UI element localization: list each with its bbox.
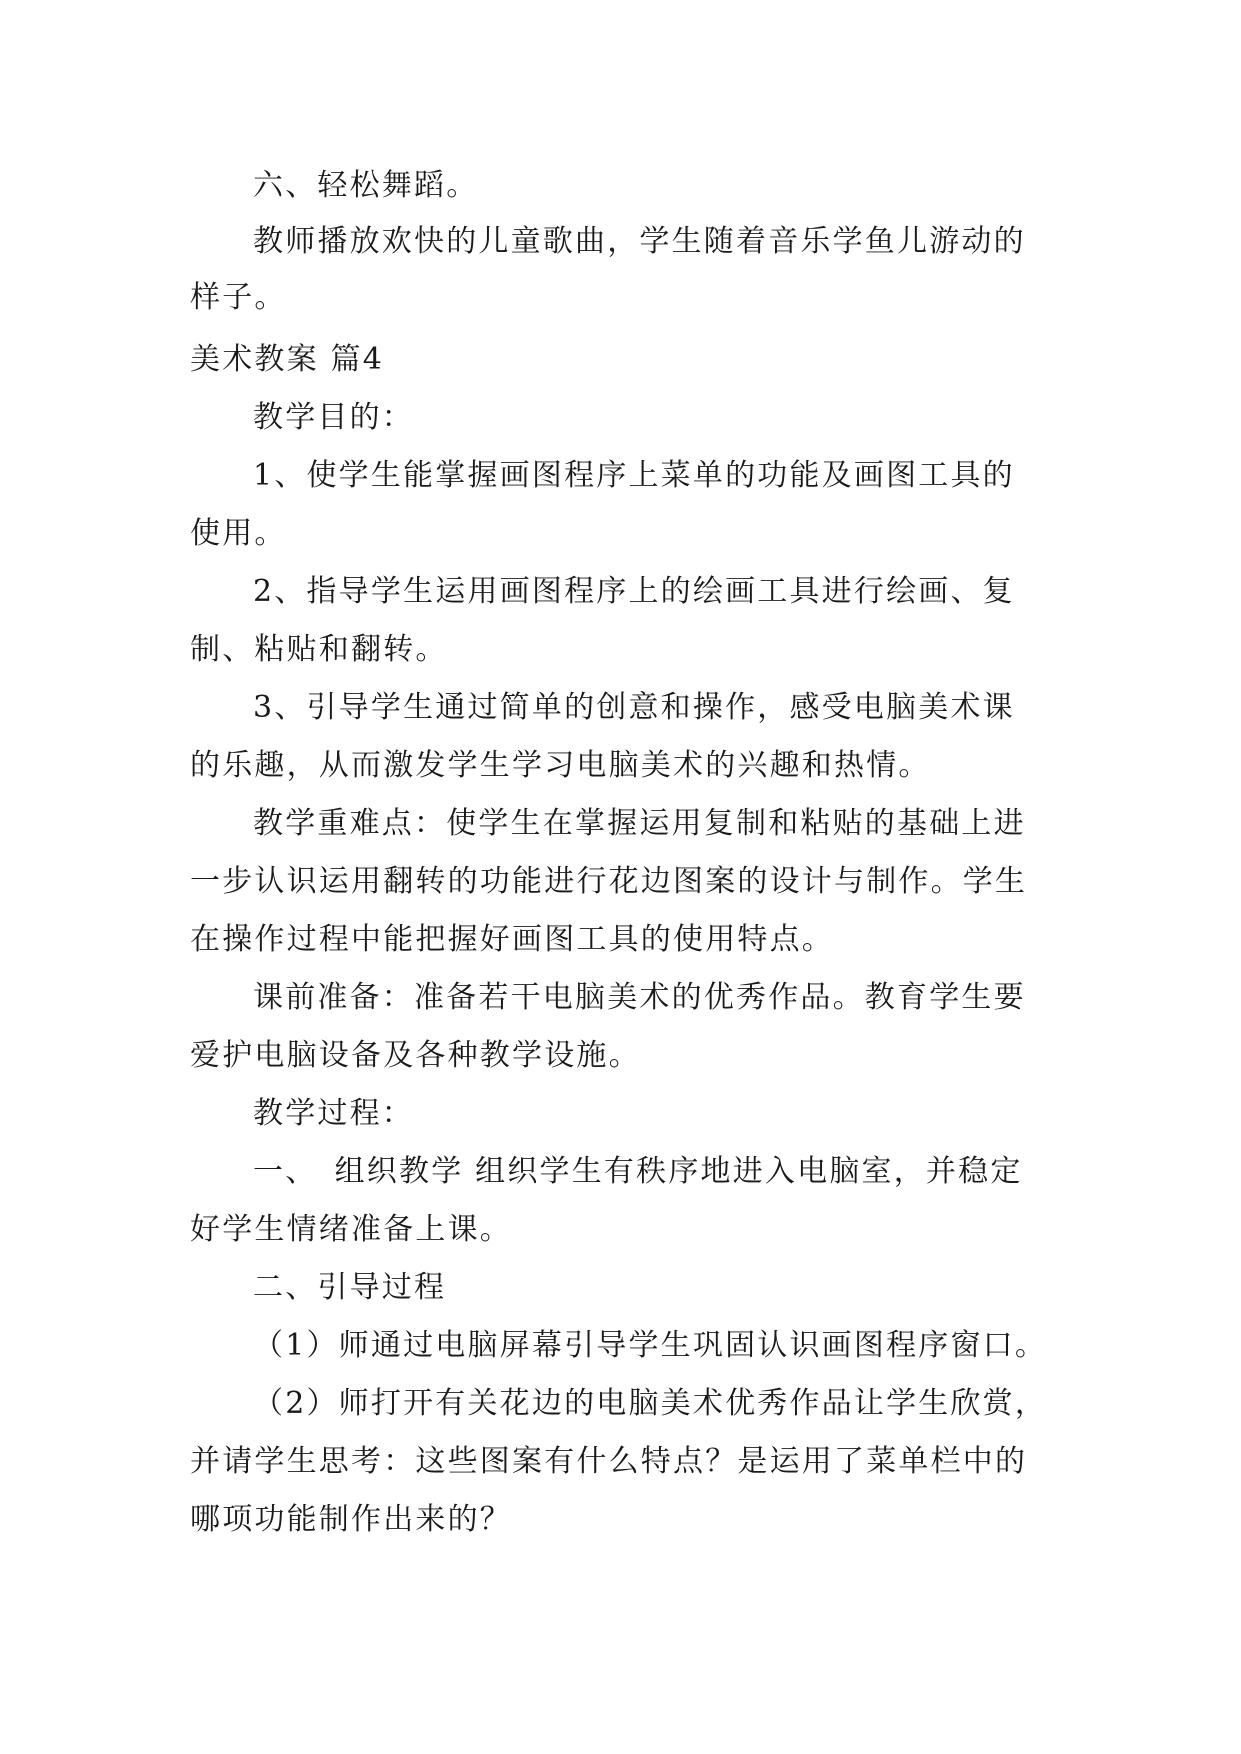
paragraph-line: 使用。 bbox=[190, 516, 287, 551]
paragraph-line: （2）师打开有关花边的电脑美术优秀作品让学生欣赏， bbox=[253, 1386, 1048, 1421]
paragraph-line: （1）师通过电脑屏幕引导学生巩固认识画图程序窗口。 bbox=[253, 1328, 1048, 1363]
paragraph-line: 在操作过程中能把握好画图工具的使用特点。 bbox=[190, 922, 834, 957]
paragraph-line: 并请学生思考：这些图案有什么特点？是运用了菜单栏中的 bbox=[190, 1444, 1028, 1479]
paragraph-line: 1、使学生能掌握画图程序上菜单的功能及画图工具的 bbox=[253, 458, 1015, 493]
paragraph-line: 六、轻松舞蹈。 bbox=[253, 168, 479, 203]
paragraph-line: 一、 组织教学 组织学生有秩序地进入电脑室，并稳定 bbox=[253, 1154, 1023, 1189]
paragraph-line: 课前准备：准备若干电脑美术的优秀作品。教育学生要 bbox=[253, 980, 1026, 1015]
paragraph-line: 3、引导学生通过简单的创意和操作，感受电脑美术课 bbox=[253, 690, 1015, 725]
paragraph-line: 教学目的： bbox=[253, 400, 414, 435]
paragraph-line: 爱护电脑设备及各种教学设施。 bbox=[190, 1038, 641, 1073]
paragraph-line: 制、粘贴和翻转。 bbox=[190, 632, 448, 667]
section-heading: 美术教案 篇4 bbox=[190, 342, 385, 377]
paragraph-line: 2、指导学生运用画图程序上的绘画工具进行绘画、复 bbox=[253, 574, 1015, 609]
paragraph-line: 的乐趣，从而激发学生学习电脑美术的兴趣和热情。 bbox=[190, 748, 931, 783]
paragraph-line: 样子。 bbox=[190, 280, 287, 315]
paragraph-line: 二、引导过程 bbox=[253, 1270, 447, 1305]
paragraph-line: 哪项功能制作出来的？ bbox=[190, 1502, 512, 1537]
paragraph-line: 教学重难点：使学生在掌握运用复制和粘贴的基础上进 bbox=[253, 806, 1026, 841]
paragraph-line: 好学生情绪准备上课。 bbox=[190, 1212, 512, 1247]
paragraph-line: 一步认识运用翻转的功能进行花边图案的设计与制作。学生 bbox=[190, 864, 1028, 899]
paragraph-line: 教学过程： bbox=[253, 1096, 414, 1131]
paragraph-line: 教师播放欢快的儿童歌曲，学生随着音乐学鱼儿游动的 bbox=[253, 224, 1026, 259]
